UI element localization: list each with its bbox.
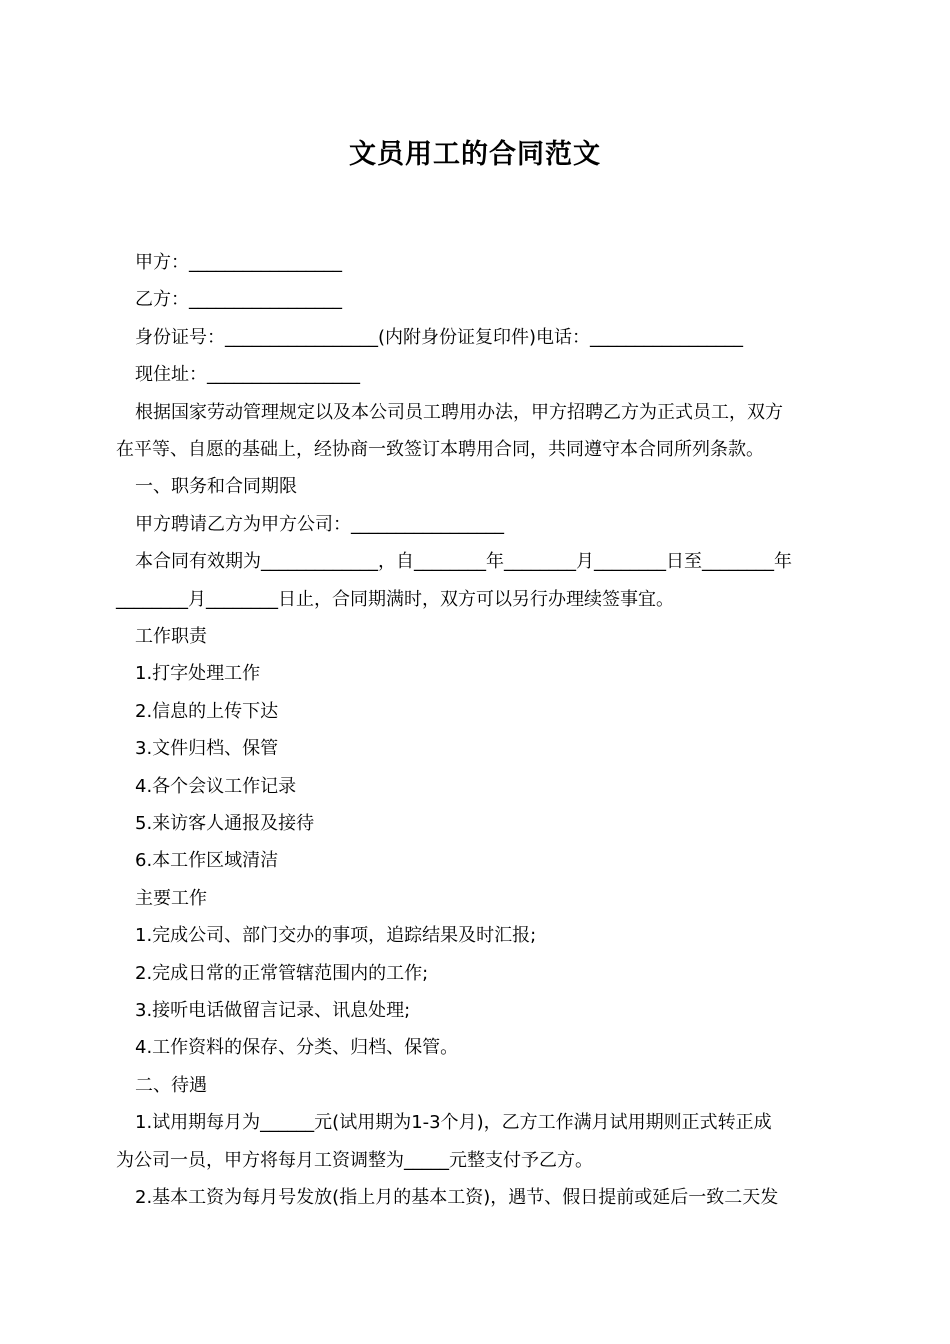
paragraph-line: 在平等、自愿的基础上，经协商一致签订本聘用合同，共同遵守本合同所列条款。 (116, 439, 764, 460)
list-item: 6.本工作区域清洁 (135, 850, 279, 871)
party-a-line: 甲方：_________________ (135, 252, 342, 273)
paragraph-line: 为公司一员，甲方将每月工资调整为_____元整支付予乙方。 (116, 1150, 593, 1171)
list-item: 1.完成公司、部门交办的事项，追踪结果及时汇报; (135, 925, 537, 946)
id-phone-line: 身份证号：_________________(内附身份证复印件)电话：_________________ (135, 327, 744, 348)
list-item: 1.试用期每月为______元(试用期为1-3个月)，乙方工作满月试用期则正式转正成 (135, 1112, 772, 1133)
list-item: 3.接听电话做留言记录、讯息处理; (135, 1000, 411, 1021)
party-b-line: 乙方：_________________ (135, 289, 342, 310)
list-item: 2.信息的上传下达 (135, 701, 279, 722)
paragraph-line: ________月________日止，合同期满时，双方可以另行办理续签事宜。 (116, 589, 674, 610)
address-line: 现住址：_________________ (135, 364, 360, 385)
list-item: 2.完成日常的正常管辖范围内的工作; (135, 963, 429, 984)
document-title: 文员用工的合同范文 (349, 139, 601, 170)
subsection-heading: 工作职责 (135, 626, 207, 647)
list-item: 4.各个会议工作记录 (135, 776, 297, 797)
section-heading: 二、待遇 (135, 1075, 207, 1096)
list-item: 4.工作资料的保存、分类、归档、保管。 (135, 1037, 459, 1058)
section-heading: 一、职务和合同期限 (135, 476, 297, 497)
paragraph-line: 甲方聘请乙方为甲方公司：_________________ (135, 514, 504, 535)
list-item: 2.基本工资为每月号发放(指上月的基本工资)，遇节、假日提前或延后一致二天发 (135, 1187, 779, 1208)
list-item: 3.文件归档、保管 (135, 738, 279, 759)
list-item: 5.来访客人通报及接待 (135, 813, 315, 834)
paragraph-line: 本合同有效期为_____________，自________年________月________日至________年 (135, 551, 792, 572)
subsection-heading: 主要工作 (135, 888, 207, 909)
list-item: 1.打字处理工作 (135, 663, 261, 684)
paragraph-line: 根据国家劳动管理规定以及本公司员工聘用办法，甲方招聘乙方为正式员工，双方 (135, 402, 783, 423)
